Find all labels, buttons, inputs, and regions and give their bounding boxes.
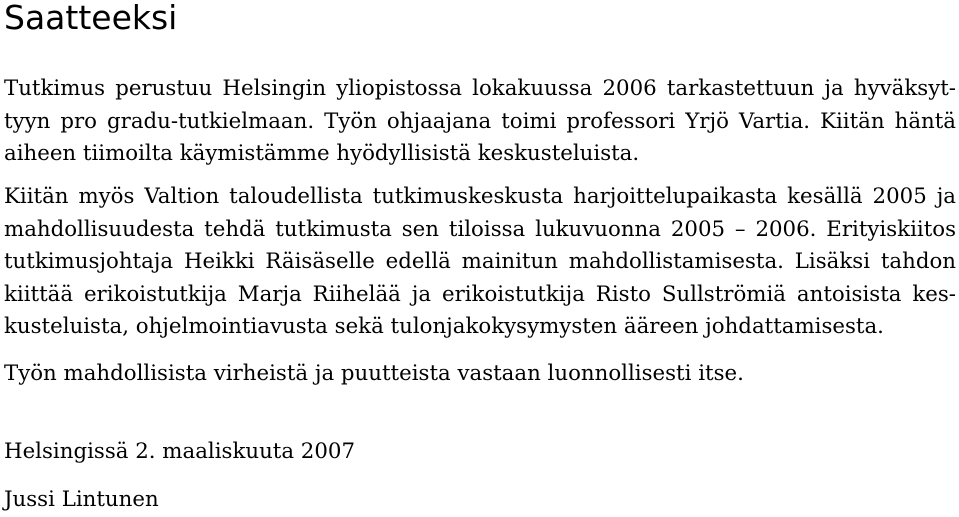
text-line: kiittää erikoistutkija Marja Riihelää ja erikoistutkija Risto Sullströmiä antoisista kes- [4, 281, 956, 307]
text-line: tyyn pro gradu-tutkielmaan. Työn ohjaajana toimi professori Yrjö Vartia. Kiitän häntä [4, 108, 956, 134]
paragraph-acknowledgement-supervisor [4, 73, 956, 171]
place-date: Helsingissä 2. maaliskuuta 2007 [4, 439, 356, 464]
text-line: kusteluista, ohjelmointiavusta sekä tulonjakokysymysten ääreen johdattamisesta. [4, 314, 884, 339]
text-line: tutkimusjohtaja Heikki Räisäselle edellä mainitun mahdollistamisesta. Lisäksi tahdon [4, 249, 956, 274]
paragraph-responsibility [4, 358, 956, 391]
page-title: Saatteeksi [4, 0, 178, 37]
text-line: mahdollisuudesta tehdä tutkimusta sen tiloissa lukuvuonna 2005 – 2006. Erityiskiitos [4, 216, 956, 242]
paragraph-acknowledgement-vatt [4, 181, 956, 344]
text-line: aiheen tiimoilta käymistämme hyödyllisistä keskusteluista. [4, 141, 640, 166]
signature-place-date [4, 436, 956, 469]
text-line: Kiitän myös Valtion taloudellista tutkimuskeskusta harjoittelupaikasta kesällä 2005 ja [4, 184, 956, 209]
author-name: Jussi Lintunen [4, 487, 159, 512]
signature-name [4, 484, 956, 517]
text-line: Työn mahdollisista virheistä ja puutteista vastaan luonnollisesti itse. [4, 361, 744, 386]
text-line: Tutkimus perustuu Helsingin yliopistossa lokakuussa 2006 tarkastettuun ja hyväksyt- [4, 76, 956, 101]
